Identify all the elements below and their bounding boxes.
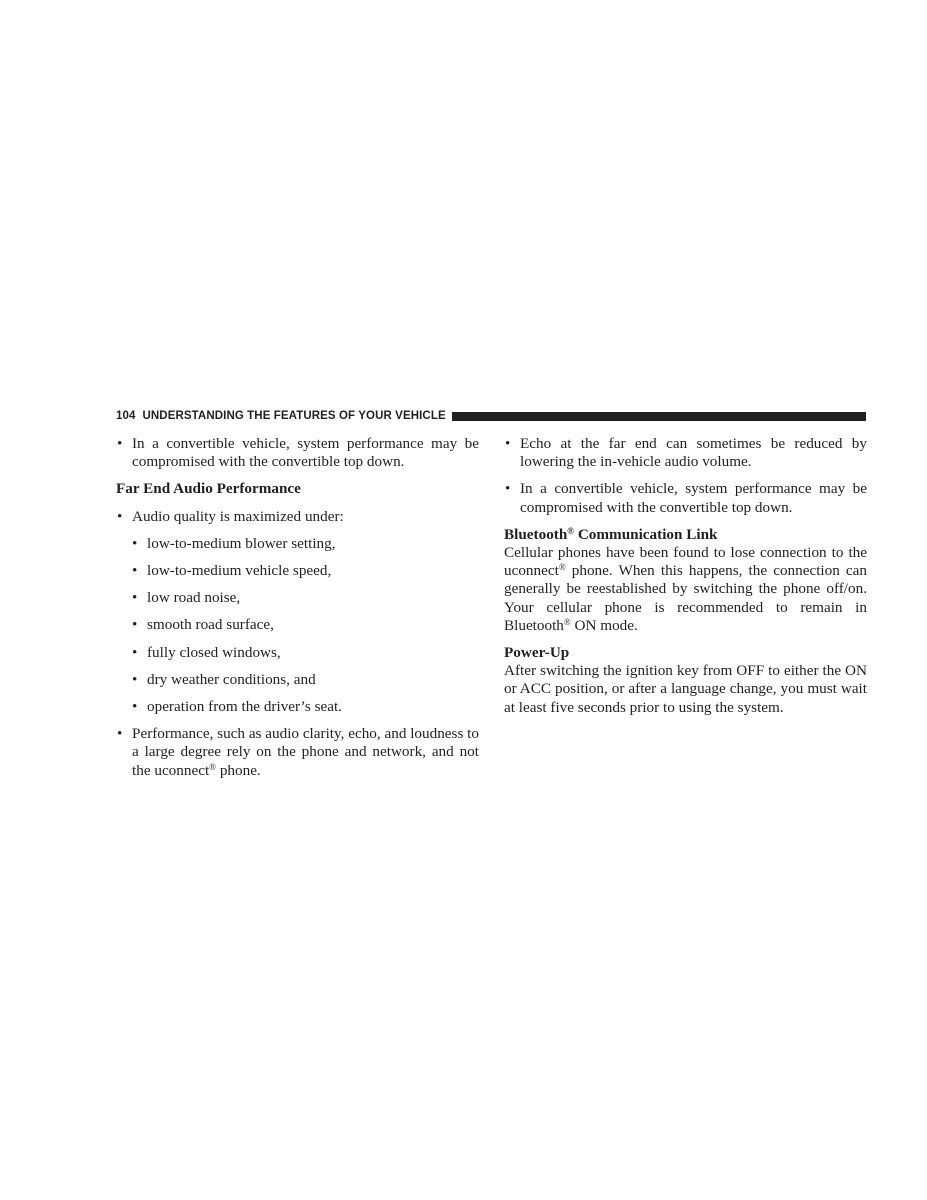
sub-bullet-speed: • low-to-medium vehicle speed, xyxy=(131,562,479,580)
bullet-convertible-left: • In a convertible vehicle, system performance may be compromised with the convertible top down. xyxy=(116,435,479,471)
bullet-audio-quality: • Audio quality is maximized under: xyxy=(116,508,479,526)
left-column xyxy=(116,435,479,789)
registered-mark: ® xyxy=(209,761,217,772)
powerup-heading: Power-Up xyxy=(504,644,570,662)
registered-mark: ® xyxy=(567,525,575,536)
sub-bullet-noise: • low road noise, xyxy=(131,589,479,607)
sub-bullet-weather: • dry weather conditions, and xyxy=(131,671,479,689)
sub-bullet-blower: • low-to-medium blower setting, xyxy=(131,535,479,553)
bluetooth-heading: Bluetooth® Communication Link xyxy=(504,525,718,543)
far-end-heading: Far End Audio Performance xyxy=(116,480,301,498)
sub-bullet-driver-seat: • operation from the driver’s seat. xyxy=(131,698,479,716)
registered-mark: ® xyxy=(558,562,566,573)
bullet-echo: • Echo at the far end can sometimes be reduced by lowering the in-vehicle audio volume. xyxy=(504,435,867,471)
page-header xyxy=(116,407,866,425)
right-column xyxy=(504,435,867,726)
powerup-paragraph: After switching the ignition key from OFF to either the ON or ACC position, or after a language change, you must wait at least five seconds prior to using the system. xyxy=(504,662,867,716)
bullet-performance: • Performance, such as audio clarity, echo, and loudness to a large degree rely on the phone and network, and not the uconnect® phone. xyxy=(116,725,479,780)
bluetooth-paragraph: Cellular phones have been found to lose connection to the uconnect® phone. When this happens, the connection can generally be reestablished by switching the phone off/on. Your cellular phone is recommended to remain in Bluetooth® ON mode. xyxy=(504,544,867,634)
page-number: 104 xyxy=(116,410,136,422)
bullet-convertible-right: • In a convertible vehicle, system performance may be compromised with the convertible top down. xyxy=(504,480,867,516)
registered-mark: ® xyxy=(563,616,571,627)
header-rule xyxy=(452,412,866,421)
section-title: UNDERSTANDING THE FEATURES OF YOUR VEHICLE xyxy=(142,410,446,422)
sub-bullet-surface: • smooth road surface, xyxy=(131,616,479,634)
sub-bullet-windows: • fully closed windows, xyxy=(131,644,479,662)
